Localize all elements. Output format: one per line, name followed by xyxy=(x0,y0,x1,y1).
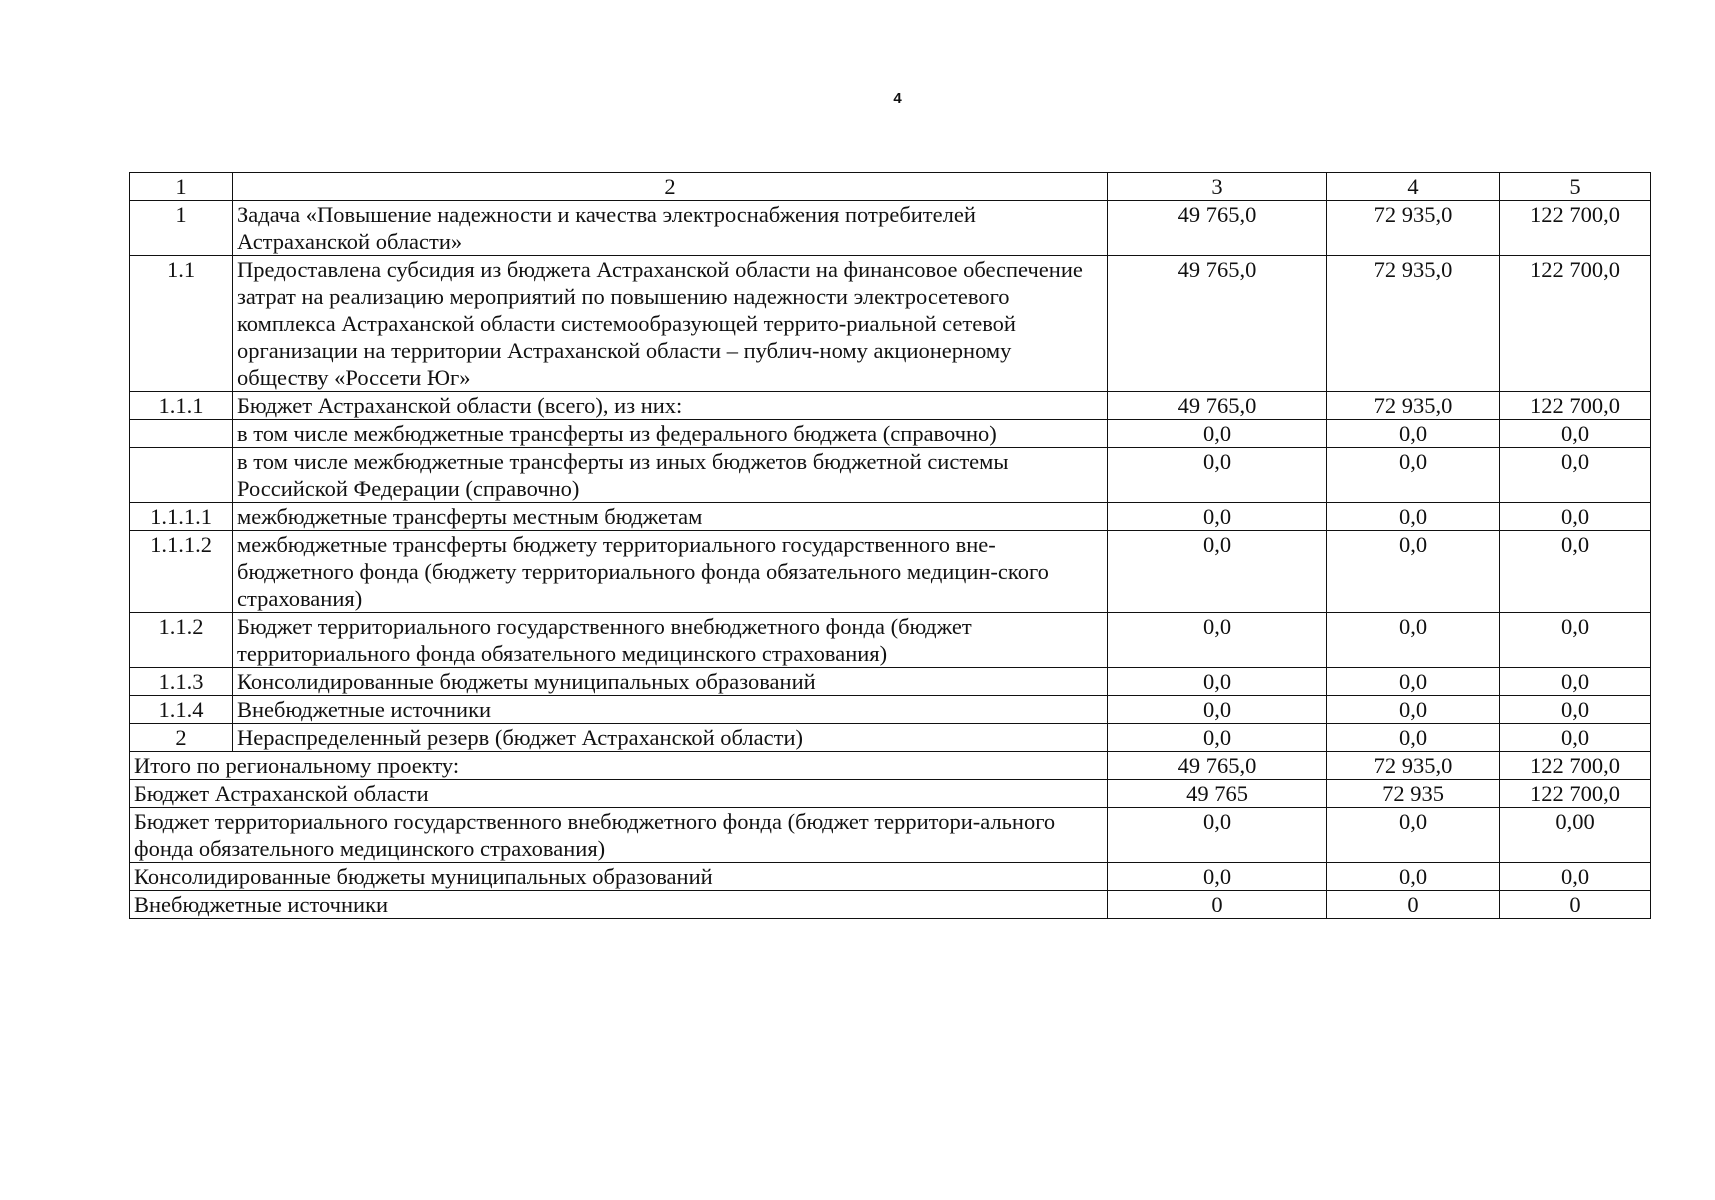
row-index xyxy=(130,420,233,448)
value-col-5: 0,0 xyxy=(1500,668,1651,696)
value-col-3: 0,0 xyxy=(1108,420,1327,448)
value-col-4: 72 935,0 xyxy=(1327,256,1500,392)
total-col-3: 0,0 xyxy=(1108,863,1327,891)
page-number: 4 xyxy=(893,90,902,107)
value-col-3: 0,0 xyxy=(1108,448,1327,503)
value-col-4: 0,0 xyxy=(1327,531,1500,613)
table-row xyxy=(130,256,1651,392)
total-col-4: 0,0 xyxy=(1327,808,1500,863)
value-col-3: 49 765,0 xyxy=(1108,256,1327,392)
value-col-5: 0,0 xyxy=(1500,531,1651,613)
header-cell-1: 1 xyxy=(130,173,233,201)
value-col-4: 72 935,0 xyxy=(1327,201,1500,256)
value-col-4: 0,0 xyxy=(1327,613,1500,668)
total-row xyxy=(130,780,1651,808)
header-row xyxy=(130,173,1651,201)
total-col-4: 72 935 xyxy=(1327,780,1500,808)
value-col-3: 0,0 xyxy=(1108,696,1327,724)
row-description: в том числе межбюджетные трансферты из иных бюджетов бюджетной системы Российской Федерации (справочно) xyxy=(233,448,1108,503)
table-row xyxy=(130,420,1651,448)
table-row xyxy=(130,613,1651,668)
table-row xyxy=(130,668,1651,696)
row-description: Задача «Повышение надежности и качества электроснабжения потребителей Астраханской области» xyxy=(233,201,1108,256)
value-col-3: 0,0 xyxy=(1108,613,1327,668)
total-col-4: 72 935,0 xyxy=(1327,752,1500,780)
header-cell-4: 4 xyxy=(1327,173,1500,201)
value-col-5: 122 700,0 xyxy=(1500,256,1651,392)
header-cell-3: 3 xyxy=(1108,173,1327,201)
value-col-3: 49 765,0 xyxy=(1108,392,1327,420)
value-col-3: 0,0 xyxy=(1108,668,1327,696)
row-index: 2 xyxy=(130,724,233,752)
total-row xyxy=(130,752,1651,780)
total-col-5: 0,0 xyxy=(1500,863,1651,891)
value-col-4: 0,0 xyxy=(1327,420,1500,448)
row-description: Нераспределенный резерв (бюджет Астраханской области) xyxy=(233,724,1108,752)
value-col-4: 0,0 xyxy=(1327,724,1500,752)
value-col-4: 0,0 xyxy=(1327,696,1500,724)
total-row xyxy=(130,808,1651,863)
table-row xyxy=(130,201,1651,256)
row-index xyxy=(130,448,233,503)
row-index: 1.1.2 xyxy=(130,613,233,668)
row-description: Предоставлена субсидия из бюджета Астраханской области на финансовое обеспечение затрат на реализацию мероприятий по повышению надежности электросетевого комплекса Астраханской области системообразующей террито-риальной сетевой организации на территории Астраханской области – публич-ному акционерному обществу «Россети Юг» xyxy=(233,256,1108,392)
row-index: 1.1.1.1 xyxy=(130,503,233,531)
row-index: 1.1.4 xyxy=(130,696,233,724)
total-description: Консолидированные бюджеты муниципальных образований xyxy=(130,863,1108,891)
total-col-3: 0 xyxy=(1108,891,1327,919)
value-col-4: 0,0 xyxy=(1327,668,1500,696)
total-col-4: 0,0 xyxy=(1327,863,1500,891)
row-description: межбюджетные трансферты бюджету территориального государственного вне-бюджетного фонда (бюджету территориального фонда обязательного медицин-ского страхования) xyxy=(233,531,1108,613)
table-row xyxy=(130,696,1651,724)
total-row xyxy=(130,863,1651,891)
table-row xyxy=(130,503,1651,531)
value-col-5: 0,0 xyxy=(1500,613,1651,668)
value-col-5: 122 700,0 xyxy=(1500,392,1651,420)
table-row xyxy=(130,531,1651,613)
row-description: в том числе межбюджетные трансферты из федерального бюджета (справочно) xyxy=(233,420,1108,448)
row-index: 1.1.1.2 xyxy=(130,531,233,613)
row-description: Консолидированные бюджеты муниципальных образований xyxy=(233,668,1108,696)
total-row xyxy=(130,891,1651,919)
header-cell-5: 5 xyxy=(1500,173,1651,201)
total-col-5: 0 xyxy=(1500,891,1651,919)
total-description: Бюджет Астраханской области xyxy=(130,780,1108,808)
total-col-5: 0,00 xyxy=(1500,808,1651,863)
value-col-3: 0,0 xyxy=(1108,531,1327,613)
row-description: Бюджет Астраханской области (всего), из них: xyxy=(233,392,1108,420)
value-col-3: 0,0 xyxy=(1108,724,1327,752)
value-col-3: 0,0 xyxy=(1108,503,1327,531)
value-col-5: 0,0 xyxy=(1500,503,1651,531)
row-description: межбюджетные трансферты местным бюджетам xyxy=(233,503,1108,531)
table-row xyxy=(130,448,1651,503)
value-col-4: 0,0 xyxy=(1327,448,1500,503)
value-col-5: 0,0 xyxy=(1500,448,1651,503)
row-description: Внебюджетные источники xyxy=(233,696,1108,724)
budget-table xyxy=(129,172,1651,919)
value-col-5: 122 700,0 xyxy=(1500,201,1651,256)
row-index: 1.1 xyxy=(130,256,233,392)
total-description: Внебюджетные источники xyxy=(130,891,1108,919)
row-index: 1.1.3 xyxy=(130,668,233,696)
value-col-5: 0,0 xyxy=(1500,724,1651,752)
table-row xyxy=(130,724,1651,752)
row-index: 1.1.1 xyxy=(130,392,233,420)
value-col-4: 72 935,0 xyxy=(1327,392,1500,420)
total-col-3: 0,0 xyxy=(1108,808,1327,863)
total-description: Бюджет территориального государственного внебюджетного фонда (бюджет территори-ального фонда обязательного медицинского страхования) xyxy=(130,808,1108,863)
row-index: 1 xyxy=(130,201,233,256)
total-col-3: 49 765,0 xyxy=(1108,752,1327,780)
table-row xyxy=(130,392,1651,420)
total-col-4: 0 xyxy=(1327,891,1500,919)
row-description: Бюджет территориального государственного внебюджетного фонда (бюджет территориального фонда обязательного медицинского страхования) xyxy=(233,613,1108,668)
total-col-3: 49 765 xyxy=(1108,780,1327,808)
value-col-3: 49 765,0 xyxy=(1108,201,1327,256)
total-col-5: 122 700,0 xyxy=(1500,780,1651,808)
value-col-4: 0,0 xyxy=(1327,503,1500,531)
value-col-5: 0,0 xyxy=(1500,696,1651,724)
header-cell-2: 2 xyxy=(233,173,1108,201)
value-col-5: 0,0 xyxy=(1500,420,1651,448)
total-col-5: 122 700,0 xyxy=(1500,752,1651,780)
total-description: Итого по региональному проекту: xyxy=(130,752,1108,780)
